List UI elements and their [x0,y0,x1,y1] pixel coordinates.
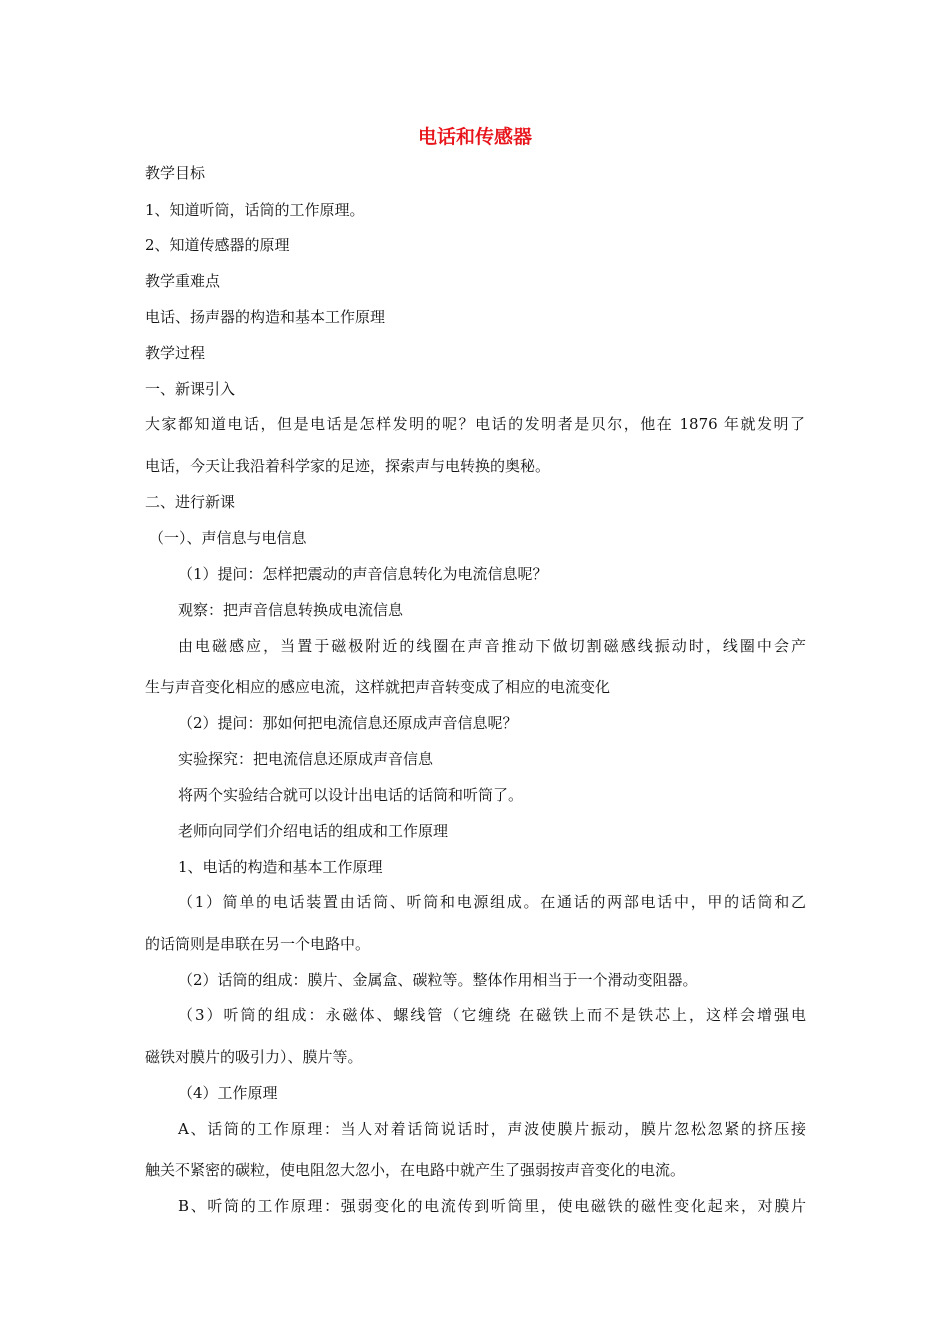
paragraph-line: A、话筒的工作原理：当人对着话筒说话时，声波使膜片振动，膜片忽松忽紧的挤压接 [178,1120,806,1138]
document-title: 电话和传感器 [417,126,532,148]
heading-key-points: 教学重难点 [145,272,221,290]
paragraph-line: 磁铁对膜片的吸引力）、膜片等。 [145,1048,363,1066]
paragraph-line: （1）简单的电话装置由话筒、听筒和电源组成。在通话的两部电话中，甲的话筒和乙 [178,893,806,911]
key-points-text: 电话、扬声器的构造和基本工作原理 [145,308,386,326]
paragraph-line: 由电磁感应，当置于磁极附近的线圈在声音推动下做切割磁感线振动时，线圈中会产 [178,637,806,655]
paragraph-line: （4）工作原理 [178,1084,278,1102]
subsection-heading: （一）、声信息与电信息 [149,529,307,547]
paragraph-line: 老师向同学们介绍电话的组成和工作原理 [178,822,449,840]
paragraph-line: B、听筒的工作原理：强弱变化的电流传到听筒里，使电磁铁的磁性变化起来，对膜片 [178,1197,806,1215]
paragraph-line: 触关不紧密的碳粒，使电阻忽大忽小，在电路中就产生了强弱按声音变化的电流。 [145,1161,686,1179]
paragraph-line: 大家都知道电话，但是电话是怎样发明的呢？电话的发明者是贝尔，他在 1876 年就发明了 [145,415,805,433]
objective-item: 1、知道听筒，话筒的工作原理。 [145,201,365,219]
paragraph-line: （3）听筒的组成：永磁体、螺线管（它缠绕 在磁铁上而不是铁芯上，这样会增强电 [178,1006,806,1024]
paragraph-line: 1、电话的构造和基本工作原理 [178,858,383,876]
paragraph-line: 将两个实验结合就可以设计出电话的话筒和听筒了。 [178,786,524,804]
heading-process: 教学过程 [145,344,206,362]
section-heading: 二、进行新课 [145,493,236,511]
paragraph-line: 电话，今天让我沿着科学家的足迹，探索声与电转换的奥秘。 [145,457,551,475]
objective-item: 2、知道传感器的原理 [145,236,290,254]
paragraph-line: （2）提问：那如何把电流信息还原成声音信息呢？ [178,714,518,732]
paragraph-line: 的话筒则是串联在另一个电路中。 [145,935,371,953]
paragraph-line: 生与声音变化相应的感应电流，这样就把声音转变成了相应的电流变化 [145,678,611,696]
section-heading: 一、新课引入 [145,380,236,398]
paragraph-line: （2）话筒的组成：膜片、金属盒、碳粒等。整体作用相当于一个滑动变阻器。 [178,971,698,989]
paragraph-line: 实验探究：把电流信息还原成声音信息 [178,750,434,768]
heading-objectives: 教学目标 [145,164,206,182]
paragraph-line: （1）提问：怎样把震动的声音信息转化为电流信息呢？ [178,565,548,583]
paragraph-line: 观察：把声音信息转换成电流信息 [178,601,404,619]
